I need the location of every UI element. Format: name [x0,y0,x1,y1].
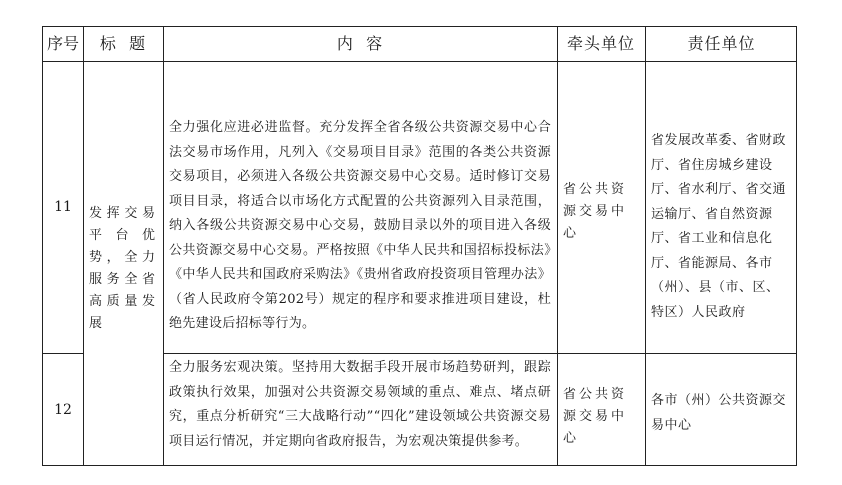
header-title: 标 题 [99,34,147,53]
row-seq-12: 12 [54,402,72,418]
header-lead-unit: 牵头单位 [566,34,635,53]
row-divider [163,353,796,354]
row-content-11: 全力强化应进必进监督。充分发挥全省各级公共资源交易中心合法交易市场作用，凡列入《交易项目目录》范围的各类公共资源交易项目，必须进入各级公共资源交易中心交易。适时修订交易项目目录，将适合以市场化方式配置的公共资源列入目录范围，纳入各级公共资源交易中心交易，鼓励目录以外的项目进入各级公共资源交易中心交易。严格按照《中华人民共和国招标投标法》《中华人民共和国政府采购法》《贵州省政府投资项目管理办法》（省人民政府令第202号）规定的程序和要求推进项目建设，杜绝先建设后招标等行为。 [169,120,551,331]
row-lead-12: 省公共资源交易中心 [563,387,628,446]
header-content: 内 容 [336,34,384,53]
header-responsible-unit: 责任单位 [687,34,756,53]
row-responsible-11: 省发展改革委、省财政厅、省住房城乡建设厅、省水利厅、省交通运输厅、省自然资源厅、省工业和信息化厅、省能源局、各市（州）、县（市、区、特区）人民政府 [651,133,787,320]
header-divider [43,61,796,62]
row-content-12: 全力服务宏观决策。坚持用大数据手段开展市场趋势研判，跟踪政策执行效果，加强对公共资源交易领域的重点、难点、堵点研究，重点分析研究“三大战略行动”“四化”建设领域公共资源交易项目运行情况，并定期向省政府报告，为宏观决策提供参考。 [169,360,551,449]
header-seq: 序号 [46,34,79,53]
row-lead-11: 省公共资源交易中心 [563,182,628,241]
task-table [42,26,797,466]
row-seq-11: 11 [54,199,72,215]
title-cell: 发挥交易平台优势，全力服务全省高质量发展 [89,206,157,331]
row-responsible-12: 各市（州）公共资源交易中心 [651,393,787,433]
